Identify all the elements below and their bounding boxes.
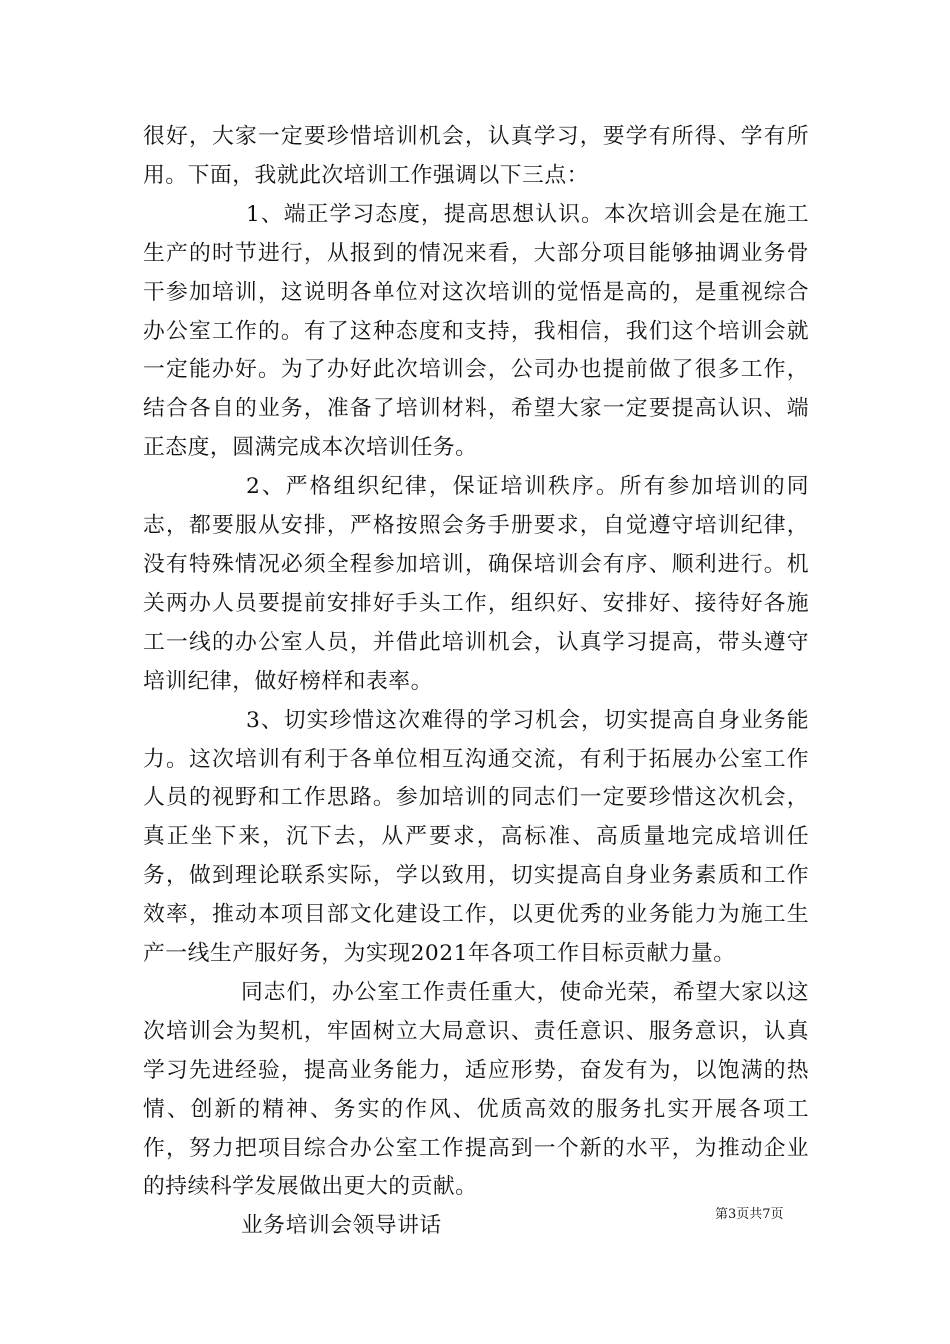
paragraph-point-3: 3、切实珍惜这次难得的学习机会，切实提高自身业务能力。这次培训有利于各单位相互沟通交流，有利于拓展办公室工作人员的视野和工作思路。参加培训的同志们一定要珍惜这次机会，真正坐下来，沉下去，从严要求，高标准、高质量地完成培训任务，做到理论联系实际，学以致用，切实提高自身业务素质和工作效率，推动本项目部文化建设工作，以更优秀的业务能力为施工生产一线生产服好务，为实现2021年各项工作目标贡献力量。 (143, 707, 809, 967)
paragraph-point-1: 1、端正学习态度，提高思想认识。本次培训会是在施工生产的时节进行，从报到的情况来看，大部分项目能够抽调业务骨干参加培训，这说明各单位对这次培训的觉悟是高的，是重视综合办公室工作的。有了这种态度和支持，我相信，我们这个培训会就一定能办好。为了办好此次培训会，公司办也提前做了很多工作，结合各自的业务，准备了培训材料，希望大家一定要提高认识、端正态度，圆满完成本次培训任务。 (143, 201, 809, 461)
section-title: 业务培训会领导讲话 (241, 1213, 442, 1239)
document-body (143, 118, 809, 1246)
paragraph-continuation: 很好，大家一定要珍惜培训机会，认真学习，要学有所得、学有所用。下面，我就此次培训工作强调以下三点： (143, 124, 809, 188)
page-number: 第3页共7页 (715, 1207, 784, 1222)
paragraph-point-2: 2、严格组织纪律，保证培训秩序。所有参加培训的同志，都要服从安排，严格按照会务手册要求，自觉遵守培训纪律，没有特殊情况必须全程参加培训，确保培训会有序、顺利进行。机关两办人员要提前安排好手头工作，组织好、安排好、接待好各施工一线的办公室人员，并借此培训机会，认真学习提高，带头遵守培训纪律，做好榜样和表率。 (143, 474, 809, 694)
paragraph-conclusion: 同志们，办公室工作责任重大，使命光荣，希望大家以这次培训会为契机，牢固树立大局意识、责任意识、服务意识，认真学习先进经验，提高业务能力，适应形势，奋发有为，以饱满的热情、创新的精神、务实的作风、优质高效的服务扎实开展各项工作，努力把项目综合办公室工作提高到一个新的水平，为推动企业的持续科学发展做出更大的贡献。 (143, 979, 809, 1200)
